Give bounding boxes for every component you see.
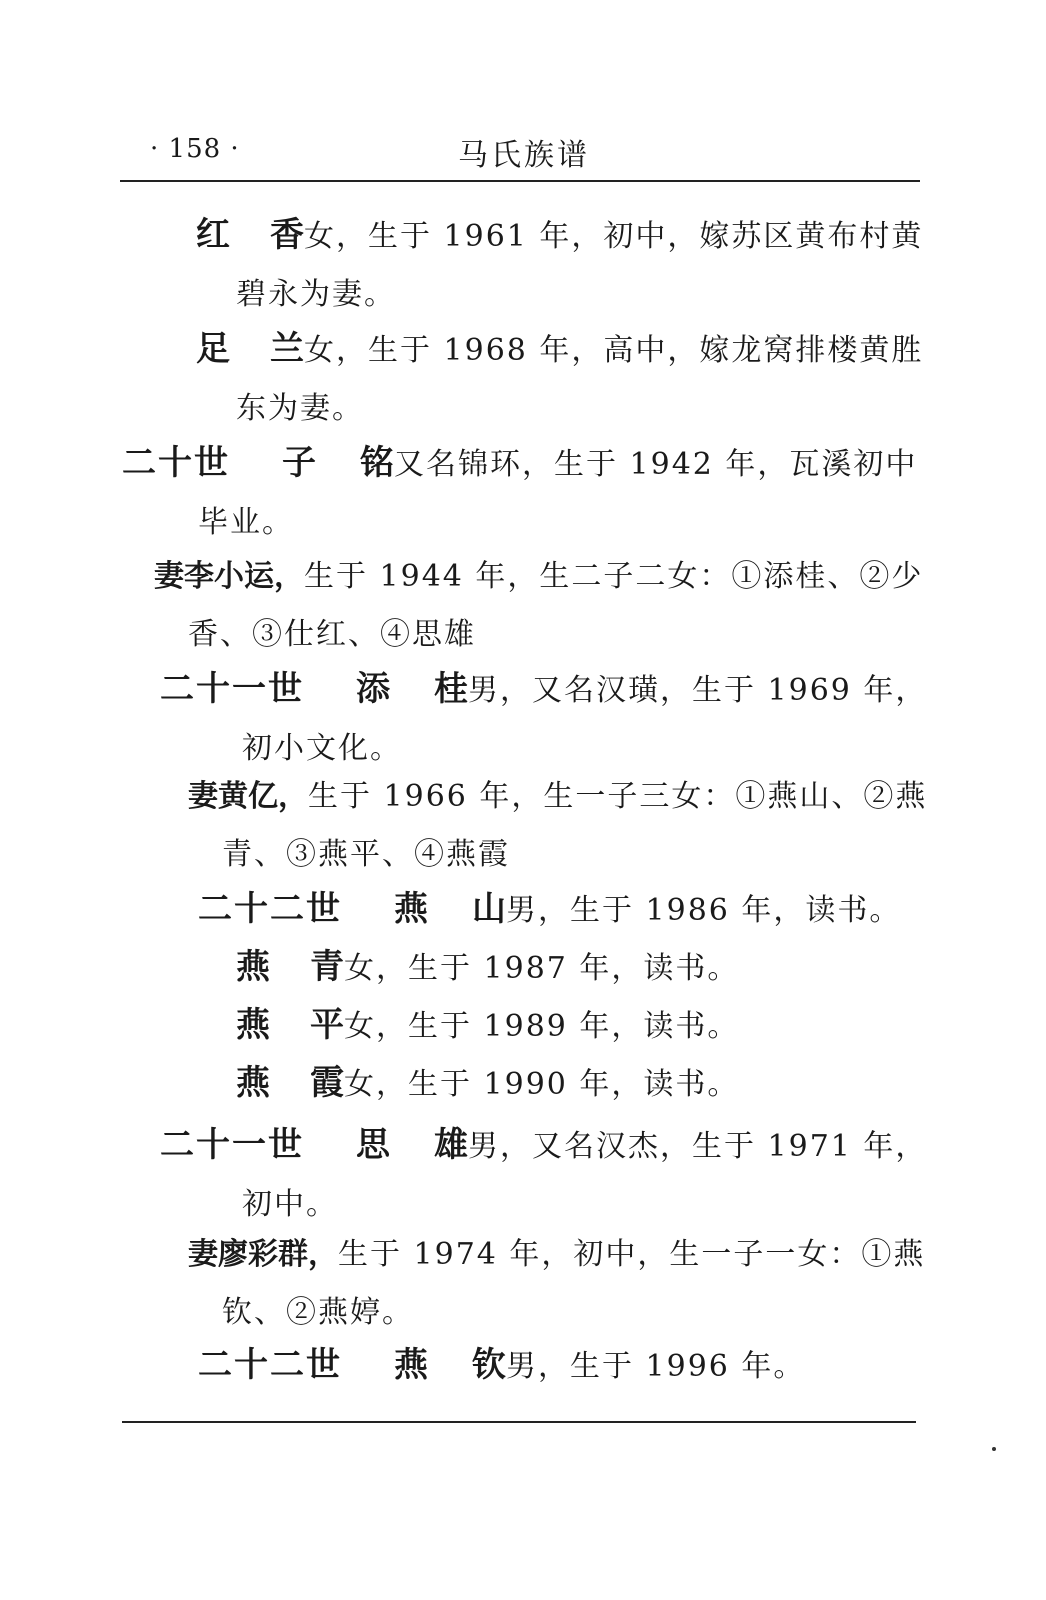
entry-spouse-liaocaiqun [188,1228,925,1340]
person-name-first: 红 [196,215,230,255]
entry-text: 男，生于 1996 年。 [506,1349,806,1384]
person-name-first: 燕 [236,1005,270,1045]
entry-text-continued: 东为妻。 [236,391,364,426]
spouse-name: 妻廖彩群， [188,1237,338,1272]
person-name-first: 子 [282,443,316,483]
entry-yanxia [236,1056,739,1112]
person-name-second: 铭 [360,443,394,483]
person-name-first: 燕 [394,1345,428,1385]
entry-text: 女，生于 1968 年，高中，嫁龙窝排楼黄胜 [304,333,924,368]
entry-text-continued: 初中。 [242,1187,338,1222]
entry-yanqin [198,1338,805,1394]
generation-label: 二十一世 [160,1125,304,1165]
person-name-first: 燕 [394,889,428,929]
entry-text-continued: 碧永为妻。 [236,277,396,312]
person-name-second: 青 [310,947,344,987]
entry-yanping [236,998,739,1054]
generation-label: 二十二世 [198,889,342,929]
entry-text-continued: 毕业。 [198,505,294,540]
entry-text: 生于 1944 年，生二子二女：①添桂、②少 [304,559,924,594]
footer-rule [122,1421,916,1423]
entry-yanshan [198,882,901,938]
entry-text-continued: 香、③仕红、④思雄 [188,617,476,652]
spouse-name: 妻黄亿， [188,779,308,814]
entry-text: 男，又名汉杰，生于 1971 年， [468,1129,928,1164]
entry-ziming [122,436,917,550]
page-number: · 158 · [150,134,240,164]
person-name-second: 霞 [310,1063,344,1103]
entry-text-continued: 钦、②燕婷。 [222,1295,414,1330]
running-title: 马氏族谱 [458,138,590,173]
person-name-second: 香 [270,215,304,255]
entry-hongxiang [196,208,923,322]
person-name-first: 燕 [236,947,270,987]
person-name-second: 兰 [270,329,304,369]
entry-text: 又名锦环，生于 1942 年，瓦溪初中 [394,447,918,482]
entry-spouse-lixiaoyun [154,550,923,662]
person-name-first: 思 [356,1125,390,1165]
page-header [120,130,920,178]
person-name-second: 平 [310,1005,344,1045]
person-name-second: 雄 [434,1125,468,1165]
entry-zulan [196,322,923,436]
entry-text-continued: 青、③燕平、④燕霞 [222,837,510,872]
person-name-first: 添 [356,669,390,709]
scan-speck [992,1447,996,1451]
person-name-second: 山 [472,889,506,929]
entry-yanqing [236,940,739,996]
entry-text: 男，又名汉璜，生于 1969 年， [468,673,928,708]
entry-text: 女，生于 1961 年，初中，嫁苏区黄布村黄 [304,219,924,254]
person-name-second: 桂 [434,669,468,709]
generation-label: 二十二世 [198,1345,342,1385]
entry-tiangui [160,662,927,776]
header-rule [120,180,920,182]
entry-sixiong [160,1118,927,1232]
entry-text: 生于 1974 年，初中，生一子一女：①燕 [338,1237,926,1272]
person-name-first: 燕 [236,1063,270,1103]
entry-text: 男，生于 1986 年，读书。 [506,893,902,928]
entry-text: 女，生于 1987 年，读书。 [344,951,740,986]
generation-label: 二十世 [122,443,230,483]
entry-text: 女，生于 1989 年，读书。 [344,1009,740,1044]
person-name-first: 足 [196,329,230,369]
entry-text: 女，生于 1990 年，读书。 [344,1067,740,1102]
entry-spouse-huangyi [188,770,927,882]
generation-label: 二十一世 [160,669,304,709]
spouse-name: 妻李小运， [154,559,304,594]
entry-text-continued: 初小文化。 [242,731,402,766]
person-name-second: 钦 [472,1345,506,1385]
entry-text: 生于 1966 年，生一子三女：①燕山、②燕 [308,779,928,814]
